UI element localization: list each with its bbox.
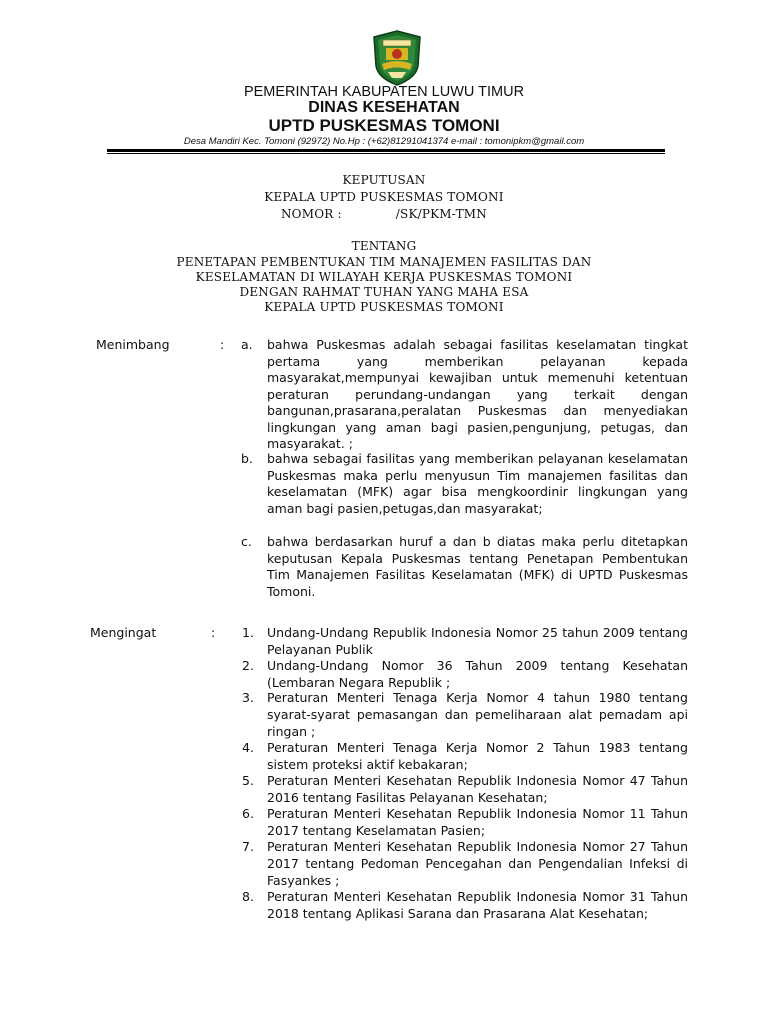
kabupaten-emblem-icon (372, 30, 422, 86)
mengingat-item-text: Undang-Undang Nomor 36 Tahun 2009 tentang Kesehatan (Lembaran Negara Republik ; (267, 658, 688, 690)
decree-title: KEPUTUSAN (342, 173, 426, 187)
mengingat-item-marker: 6. (242, 806, 254, 821)
letterhead-unit: UPTD PUSKESMAS TOMONI (268, 116, 500, 135)
mengingat-item-text: Peraturan Menteri Kesehatan Republik Indonesia Nomor 27 Tahun 2017 tentang Pedoman Pencegahan dan Pengendalian Infeksi di Fasyankes ; (267, 839, 688, 888)
decree-issuer: KEPALA UPTD PUSKESMAS TOMONI (264, 190, 504, 204)
decree-grace-issuer: KEPALA UPTD PUSKESMAS TOMONI (264, 300, 504, 314)
mengingat-item-marker: 2. (242, 658, 254, 673)
mengingat-item-marker: 4. (242, 740, 254, 755)
letterhead-government: PEMERINTAH KABUPATEN LUWU TIMUR (243, 84, 525, 100)
decree-subject-line2: KESELAMATAN DI WILAYAH KERJA PUSKESMAS TOMONI (195, 270, 573, 284)
menimbang-item-marker: c. (241, 534, 252, 549)
mengingat-item-text: Peraturan Menteri Tenaga Kerja Nomor 4 tahun 1980 tentang syarat-syarat pemasangan dan pemeliharaan alat pemadam api ringan ; (267, 690, 688, 739)
mengingat-item-text: Peraturan Menteri Kesehatan Republik Indonesia Nomor 47 Tahun 2016 tentang Fasilitas Pelayanan Kesehatan; (267, 773, 688, 805)
mengingat-item-marker: 7. (242, 839, 254, 854)
mengingat-item-text: Peraturan Menteri Kesehatan Republik Indonesia Nomor 31 Tahun 2018 tentang Aplikasi Sarana dan Prasarana Alat Kesehatan; (267, 889, 688, 921)
menimbang-item-marker: a. (241, 337, 253, 352)
mengingat-item-marker: 8. (242, 889, 254, 904)
menimbang-item-text: bahwa Puskesmas adalah sebagai fasilitas keselamatan tingkat pertama yang memberikan pelayanan kepada masyarakat,mempunyai kewajiban untuk memenuhi ketentuan peraturan perundang-undangan yang terkait dengan bangunan,prasarana,peralatan Puskesmas dan menyediakan lingkungan yang aman bagi pasien,pengunjung, petugas, dan masyarakat. ; (267, 337, 688, 451)
menimbang-item-text: bahwa berdasarkan huruf a dan b diatas maka perlu ditetapkan keputusan Kepala Puskesmas tentang Penetapan Pembentukan Tim Manajemen Fasilitas Keselamatan (MFK) di UPTD Puskesmas Tomoni. (267, 534, 688, 599)
mengingat-item-marker: 1. (242, 625, 254, 640)
mengingat-item-marker: 3. (242, 690, 254, 705)
menimbang-colon: : (220, 337, 225, 352)
mengingat-item-marker: 5. (242, 773, 254, 788)
letterhead-address: Desa Mandiri Kec. Tomoni (92972) No.Hp : (+62)81291041374 e-mail : tomonipkm@gmail.com (183, 136, 585, 147)
letterhead-divider (107, 149, 665, 152)
decree-number-value: /SK/PKM-TMN (395, 207, 487, 221)
mengingat-item-text: Peraturan Menteri Tenaga Kerja Nomor 2 Tahun 1983 tentang sistem proteksi aktif kebakaran; (267, 740, 688, 772)
letterhead-department: DINAS KESEHATAN (308, 99, 460, 116)
menimbang-item-marker: b. (241, 451, 253, 466)
decree-grace: DENGAN RAHMAT TUHAN YANG MAHA ESA (239, 285, 529, 299)
decree-number-label: NOMOR : (280, 207, 342, 221)
mengingat-item-text: Undang-Undang Republik Indonesia Nomor 25 tahun 2009 tentang Pelayanan Publik (267, 625, 688, 657)
decree-about: TENTANG (351, 239, 417, 253)
mengingat-item-text: Peraturan Menteri Kesehatan Republik Indonesia Nomor 11 Tahun 2017 tentang Keselamatan Pasien; (267, 806, 688, 838)
mengingat-colon: : (211, 625, 216, 640)
letterhead-divider-thin (107, 153, 665, 154)
decree-number (0, 206, 768, 222)
decree-subject-line1: PENETAPAN PEMBENTUKAN TIM MANAJEMEN FASILITAS DAN (176, 255, 592, 269)
menimbang-item-text: bahwa sebagai fasilitas yang memberikan pelayanan keselamatan Puskesmas maka perlu menyusun Tim manajemen fasilitas dan keselamatan (MFK) agar bisa mengkoordinir lingkungan yang aman bagi pasien,petugas,dan masyarakat; (267, 451, 688, 516)
mengingat-label: Mengingat (90, 625, 157, 640)
menimbang-label: Menimbang (96, 337, 170, 352)
